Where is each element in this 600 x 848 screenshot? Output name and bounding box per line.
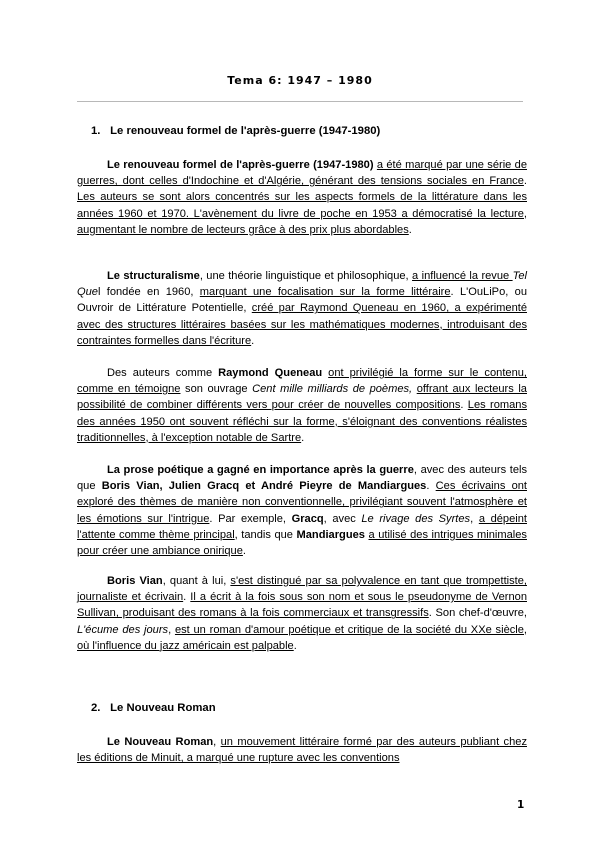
underlined-text: Les auteurs se sont alors concentrés sur les aspects formels de la littérature dans les années 1960 et 1970. L'avènement du livre de poche en 1953 a démocratisé la lecture, augmentant le nombre de lecteurs grâce à des prix plus abordables (77, 191, 527, 236)
text: . Son chef-d'œuvre, (428, 607, 527, 620)
text: , avec des auteurs tels que (77, 464, 527, 493)
text: son ouvrage (180, 383, 253, 396)
text: , (168, 623, 175, 636)
underlined-text: a été marqué par une série de guerres, dont celles d'Indochine et d'Algérie, générant des tensions sociales en France (77, 159, 528, 188)
text: . (251, 334, 255, 347)
underlined-text: Il a écrit à la fois sous son nom et sous le pseudonyme de Vernon Sullivan, produisant des romans à la fois commerciaux et transgressifs (77, 591, 527, 620)
text: , quant à lui, (162, 575, 231, 587)
text: , (213, 736, 221, 748)
text: . (301, 431, 305, 444)
bold-text: Le Nouveau Roman (107, 736, 214, 748)
text: . L'OuLiPo, ou Ouvroir de Littérature Potentielle, (77, 286, 527, 315)
document-title: Tema 6: 1947 – 1980 (227, 74, 373, 87)
title-divider (77, 101, 523, 102)
section-number: 1. (91, 125, 101, 137)
bold-text: Le structuralisme (107, 270, 200, 282)
section-heading-1 (91, 125, 380, 137)
section-title: Le renouveau formel de l'après-guerre (1947-1980) (110, 125, 381, 137)
paragraph-1 (77, 157, 527, 238)
italic-text: Tel Que (77, 270, 527, 299)
text: , une théorie linguistique et philosophique, (199, 270, 413, 282)
underlined-text: ont privilégié la forme sur le contenu, comme en témoigne (77, 367, 527, 396)
text: . (183, 591, 191, 604)
paragraph-4 (77, 462, 527, 559)
underlined-text: s'est distingué par sa polyvalence en tant que trompettiste, journaliste et écrivain (77, 575, 527, 604)
section-number: 2. (91, 702, 101, 714)
italic-text: Le rivage des Syrtes (361, 512, 471, 525)
underlined-text: a influencé la revue (412, 270, 513, 282)
bold-text: Mandiargues (296, 528, 365, 541)
text: l fondée en 1960, (97, 286, 200, 299)
bold-text: Gracq (291, 512, 324, 525)
underlined-text: un mouvement littéraire formé par des auteurs publiant chez les éditions de Minuit, a marqué une rupture avec les conventions (77, 736, 527, 765)
italic-text: Cent mille milliards de poèmes, (252, 383, 413, 396)
text: Des auteurs comme (107, 367, 219, 379)
text: . (426, 480, 436, 493)
underlined-text: offrant aux lecteurs la possibilité de combiner différents vers pour créer de nouvelles compositions (77, 383, 527, 412)
text: . (460, 399, 468, 412)
text: . Par exemple, (209, 512, 292, 525)
underlined-text: a dépeint l'attente comme thème principal (77, 512, 527, 541)
text: , tandis que (234, 528, 297, 541)
text: . (242, 545, 246, 558)
underlined-text: créé par Raymond Queneau en 1960, a expérimenté avec des structures littéraires basées sur les mathématiques modernes, introduisant des contraintes formelles dans l'écriture (77, 302, 527, 347)
text: , avec (323, 512, 362, 525)
text: . (523, 175, 527, 188)
underlined-text: est un roman d'amour poétique et critique de la société du XXe siècle, où l'influence du jazz américain est palpable (77, 623, 527, 652)
bold-text: Boris Vian (107, 575, 163, 587)
text: . (293, 639, 297, 652)
text: , (470, 512, 479, 525)
paragraph-3 (77, 365, 527, 446)
italic-text: L'écume des jours (77, 623, 169, 636)
paragraph-2 (77, 268, 527, 349)
underlined-text: a utilisé des intrigues minimales pour créer une ambiance onirique (77, 528, 527, 558)
bold-text: La prose poétique a gagné en importance après la guerre (107, 464, 414, 476)
bold-text: Le renouveau formel de l'après-guerre (1947-1980) (107, 159, 374, 171)
bold-text: Boris Vian, Julien Gracq et André Pieyre de Mandiargues (101, 480, 427, 493)
underlined-text: marquant une focalisation sur la forme littéraire (199, 286, 451, 299)
underlined-text: Les romans des années 1950 ont souvent réfléchi sur la forme, s'éloignant des conventions réalistes traditionnelles, à l'exception notable de Sartre (77, 399, 527, 444)
section-heading-2 (91, 702, 216, 714)
paragraph-5 (77, 573, 527, 654)
section-title: Le Nouveau Roman (110, 702, 216, 714)
underlined-text: Ces écrivains ont exploré des thèmes de manière non conventionnelle, privilégiant souvent l'atmosphère et les émotions sur l'intrigue (77, 480, 527, 525)
page-number: 1 (517, 799, 525, 811)
bold-text: Raymond Queneau (218, 367, 323, 379)
text: . (408, 223, 412, 236)
paragraph-6 (77, 734, 527, 766)
